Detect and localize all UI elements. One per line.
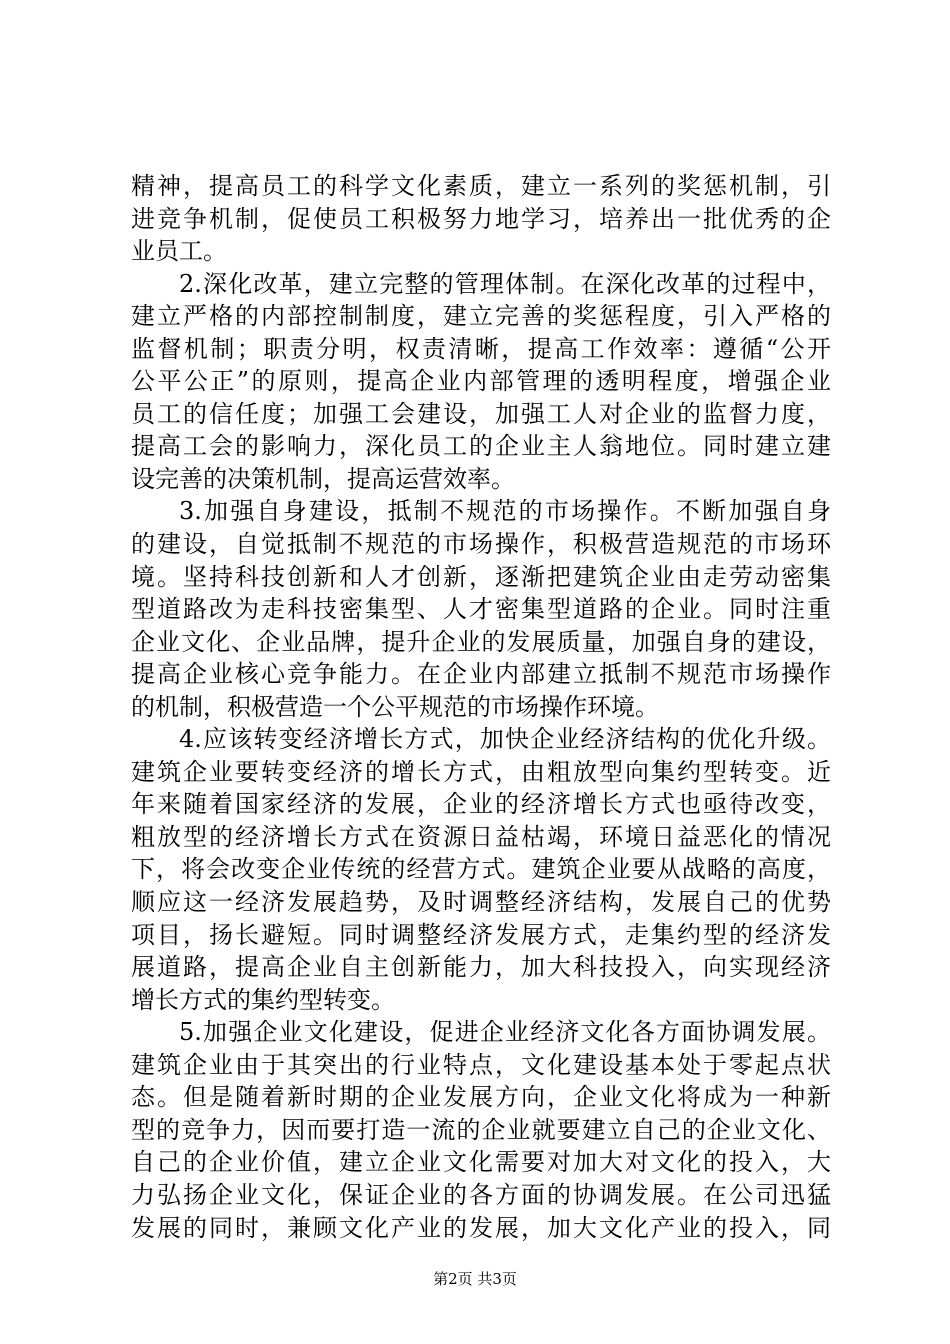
- body-text: [131, 170, 831, 1244]
- text-line: 力弘扬企业文化，保证企业的各方面的协调发展。在公司迅猛: [131, 1180, 831, 1209]
- text-line: 年来随着国家经济的发展，企业的经济增长方式也亟待改变，: [131, 790, 831, 819]
- text-line: 设完善的决策机制，提高运营效率。: [131, 464, 515, 493]
- text-line: 建立严格的内部控制制度，建立完善的奖惩程度，引入严格的: [131, 302, 831, 331]
- text-line: 公平公正”的原则，提高企业内部管理的透明程度，增强企业: [131, 367, 831, 396]
- text-line: 精神，提高员工的科学文化素质，建立一系列的奖惩机制，引: [131, 172, 831, 200]
- text-line: 建筑企业要转变经济的增长方式，由粗放型向集约型转变。近: [131, 757, 831, 786]
- text-line: 项目，扬长避短。同时调整经济发展方式，走集约型的经济发: [131, 920, 831, 949]
- page-number-footer: 第2页 共3页: [433, 1270, 517, 1288]
- text-line: 发展的同时，兼顾文化产业的发展，加大文化产业的投入，同: [131, 1213, 831, 1242]
- text-line: 进竞争机制，促使员工积极努力地学习，培养出一批优秀的企: [131, 204, 831, 233]
- text-line: 型的竞争力，因而要打造一流的企业就要建立自己的企业文化、: [131, 1115, 831, 1144]
- text-line: 4.应该转变经济增长方式，加快企业经济结构的优化升级。: [179, 725, 831, 754]
- text-line: 下，将会改变企业传统的经营方式。建筑企业要从战略的高度，: [131, 855, 831, 884]
- text-line: 的机制，积极营造一个公平规范的市场操作环境。: [131, 692, 659, 721]
- text-line: 3.加强自身建设，抵制不规范的市场操作。不断加强自身: [179, 497, 831, 526]
- text-line: 提高工会的影响力，深化员工的企业主人翁地位。同时建立建: [131, 432, 831, 461]
- text-line: 提高企业核心竞争能力。在企业内部建立抵制不规范市场操作: [131, 660, 831, 689]
- text-line: 型道路改为走科技密集型、人才密集型道路的企业。同时注重: [131, 595, 831, 624]
- text-line: 粗放型的经济增长方式在资源日益枯竭，环境日益恶化的情况: [131, 822, 831, 851]
- text-line: 企业文化、企业品牌，提升企业的发展质量，加强自身的建设，: [131, 627, 831, 656]
- text-line: 境。坚持科技创新和人才创新，逐渐把建筑企业由走劳动密集: [131, 562, 831, 591]
- text-line: 的建设，自觉抵制不规范的市场操作，积极营造规范的市场环: [131, 530, 831, 559]
- text-line: 态。但是随着新时期的企业发展方向，企业文化将成为一种新: [131, 1083, 831, 1112]
- text-line: 增长方式的集约型转变。: [131, 985, 395, 1014]
- text-line: 建筑企业由于其突出的行业特点，文化建设基本处于零起点状: [131, 1050, 831, 1079]
- text-line: 自己的企业价值，建立企业文化需要对加大对文化的投入，大: [131, 1148, 831, 1177]
- text-line: 员工的信任度；加强工会建设，加强工人对企业的监督力度，: [131, 399, 831, 428]
- text-line: 顺应这一经济发展趋势，及时调整经济结构，发展自己的优势: [131, 888, 831, 917]
- text-line: 5.加强企业文化建设，促进企业经济文化各方面协调发展。: [179, 1018, 831, 1047]
- text-line: 业员工。: [131, 237, 227, 266]
- text-line: 展道路，提高企业自主创新能力，加大科技投入，向实现经济: [131, 953, 831, 982]
- text-line: 监督机制；职责分明，权责清晰，提高工作效率：遵循“公开: [131, 334, 831, 363]
- text-line: 2.深化改革，建立完整的管理体制。在深化改革的过程中，: [179, 269, 831, 298]
